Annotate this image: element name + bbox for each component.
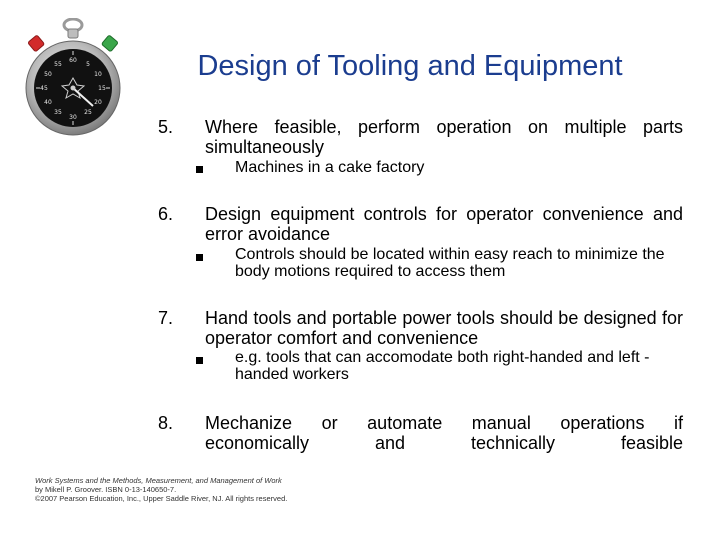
dial-numeral: 40	[44, 99, 52, 106]
dial-numeral: 5	[86, 61, 90, 68]
item-text: Hand tools and portable power tools should be designed for operator comfort and convenience	[205, 308, 683, 348]
bullet-icon	[196, 357, 203, 364]
bullet-icon	[196, 166, 203, 173]
dial-numeral: 30	[69, 114, 77, 121]
sub-item-text: e.g. tools that can accomodate both right-handed and left -handed workers	[235, 349, 650, 383]
dial-numeral: 60	[69, 57, 77, 64]
item-number: 6.	[158, 204, 174, 224]
item-text-line: Mechanize or automate manual operations if	[205, 413, 683, 433]
sub-item-text: Controls should be located within easy reach to minimize the body motions required to access them	[235, 246, 665, 280]
dial-numeral: 10	[94, 71, 102, 78]
dial-numeral: 25	[84, 109, 92, 116]
item-number: 8.	[158, 413, 174, 433]
item-number: 7.	[158, 308, 174, 328]
item-text-line: economically and technically feasible	[205, 433, 683, 453]
dial-numeral: 15	[98, 85, 106, 92]
dial-numeral: 55	[54, 61, 62, 68]
dial-numeral: 50	[44, 71, 52, 78]
item-text	[205, 413, 683, 453]
dial-numeral: 20	[94, 99, 102, 106]
dial-numeral: 45	[40, 85, 48, 92]
sub-item-text: Machines in a cake factory	[235, 159, 425, 176]
footer-book-title: Work Systems and the Methods, Measurement, and Management of Work	[35, 476, 282, 485]
bullet-icon	[196, 254, 203, 261]
copyright-footer	[35, 476, 355, 503]
slide-title: Design of Tooling and Equipment	[197, 50, 623, 82]
dial-numeral: 35	[54, 109, 62, 116]
footer-author: by Mikell P. Groover. ISBN 0-13-140650-7.	[35, 485, 177, 494]
item-text: Design equipment controls for operator convenience and error avoidance	[205, 204, 683, 244]
item-text: Where feasible, perform operation on multiple parts simultaneously	[205, 117, 683, 157]
footer-copyright: ©2007 Pearson Education, Inc., Upper Saddle River, NJ. All rights reserved.	[35, 494, 288, 503]
stopwatch-icon	[18, 18, 128, 136]
item-number: 5.	[158, 117, 174, 137]
